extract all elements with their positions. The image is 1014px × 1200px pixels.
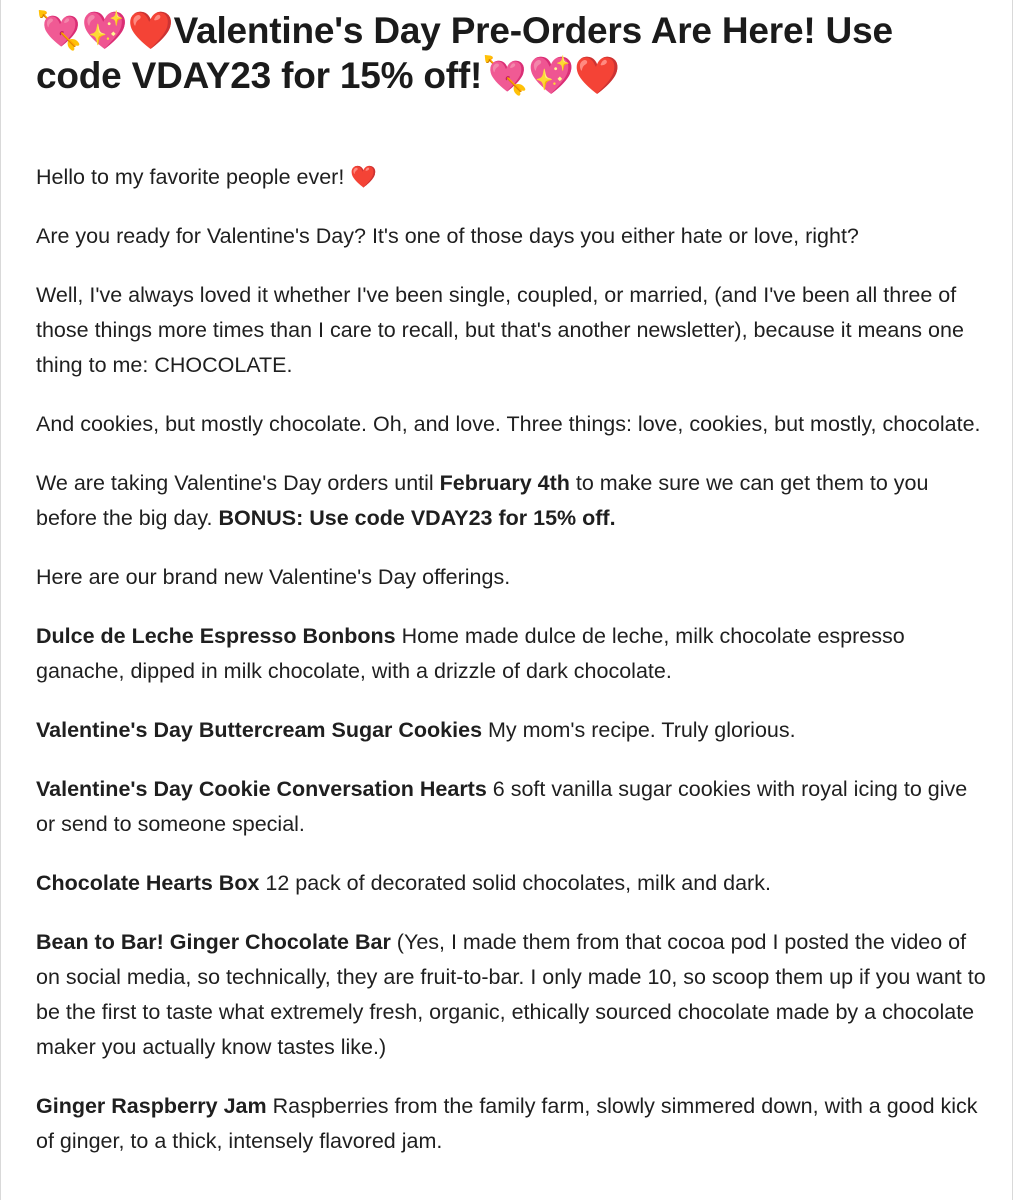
cupid-heart-icon: 💘 — [36, 9, 82, 52]
product-item — [36, 866, 986, 901]
product-item — [36, 925, 986, 1065]
paragraph-ready: Are you ready for Valentine's Day? It's one of those days you either hate or love, right? — [36, 224, 859, 248]
greeting-text: Hello to my favorite people ever! — [36, 165, 345, 189]
sparkling-heart-icon: 💖 — [528, 54, 574, 97]
orders-text-before: We are taking Valentine's Day orders until — [36, 471, 440, 495]
product-item — [36, 713, 986, 748]
red-heart-icon: ❤️ — [573, 54, 620, 97]
product-description: (Yes, I made them from that cocoa pod I posted the video of on social media, so technically, they are fruit-to-bar. I only made 10, so scoop them up if you want to be the first to taste what extremely fresh, organic, ethically sourced chocolate made by a chocolate maker you actually know tastes like.) — [36, 930, 986, 1059]
paragraph-loved: Well, I've always loved it whether I've been single, coupled, or married, (and I've been all three of those things more times than I care to recall, but that's another newsletter), because it means one thing to me: CHOCOLATE. — [36, 283, 964, 377]
newsletter-title — [36, 8, 986, 98]
greeting — [36, 160, 986, 195]
product-description: Home made dulce de leche, milk chocolate espresso ganache, dipped in milk chocolate, with a drizzle of dark chocolate. — [36, 624, 905, 683]
product-name: Ginger Raspberry Jam — [36, 1094, 267, 1118]
sparkling-heart-icon: 💖 — [81, 9, 128, 52]
product-name: Valentine's Day Buttercream Sugar Cookies — [36, 718, 483, 742]
product-item — [36, 772, 986, 842]
orders-text-after: to make sure we can get them to you before the big day. — [36, 471, 929, 530]
title-text: Valentine's Day Pre-Orders Are Here! Use code VDAY23 for 15% off! — [36, 10, 893, 96]
product-name: Valentine's Day Cookie Conversation Hearts — [36, 777, 487, 801]
product-description: My mom's recipe. Truly glorious. — [482, 718, 796, 742]
product-name: Bean to Bar! Ginger Chocolate Bar — [36, 930, 391, 954]
paragraph-offerings-intro: Here are our brand new Valentine's Day offerings. — [36, 565, 511, 589]
paragraph-cookies: And cookies, but mostly chocolate. Oh, and love. Three things: love, cookies, but mostly, chocolate. — [36, 412, 981, 436]
newsletter-body — [36, 8, 986, 1159]
product-item — [36, 1089, 986, 1159]
red-heart-icon: ❤️ — [350, 165, 378, 190]
product-description: Raspberries from the family farm, slowly simmered down, with a good kick of ginger, to a thick, intensely flavored jam. — [36, 1094, 978, 1153]
cupid-heart-icon: 💘 — [482, 54, 529, 97]
bonus-code: BONUS: Use code VDAY23 for 15% off. — [218, 506, 616, 530]
product-description: 12 pack of decorated solid chocolates, milk and dark. — [259, 871, 771, 895]
product-description: 6 soft vanilla sugar cookies with royal icing to give or send to someone special. — [36, 777, 968, 836]
product-item — [36, 619, 986, 689]
red-heart-icon: ❤️ — [127, 9, 174, 52]
product-name: Dulce de Leche Espresso Bonbons — [36, 624, 396, 648]
paragraph-orders — [36, 466, 986, 536]
orders-deadline: February 4th — [439, 471, 570, 495]
product-name: Chocolate Hearts Box — [36, 871, 260, 895]
